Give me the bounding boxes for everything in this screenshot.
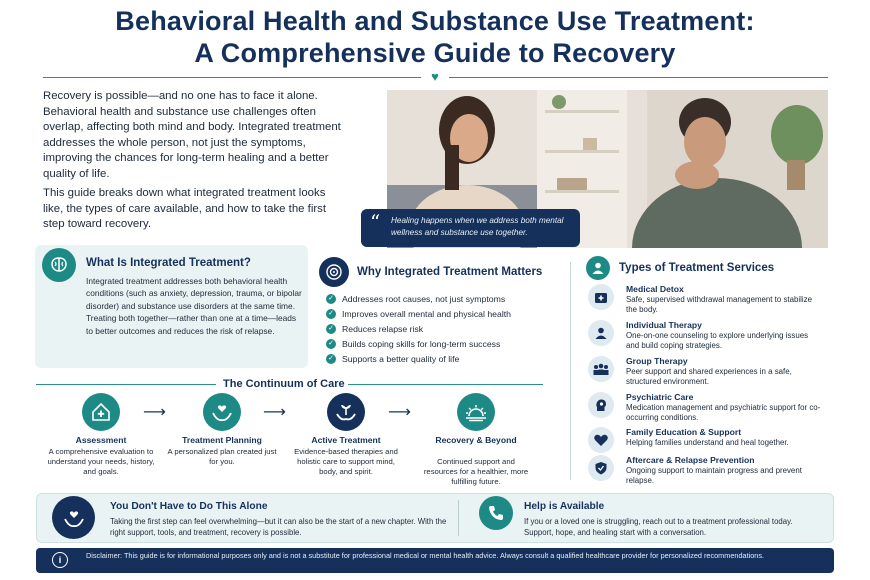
disclaimer-text: Disclaimer: This guide is for informational purposes only and is not a substitute for professional medical or mental health advice. Always consult a qualified healthcare provider for personalized recommendations. <box>86 551 765 560</box>
target-icon <box>319 257 349 287</box>
intro-paragraph-1: Recovery is possible—and no one has to face it alone. Behavioral health and substance use challenges often overlap, affecting both mind and body. Integrated treatment addresses the whole person, not just the symptoms, improving the chances for long-term healing and a better quality of life. <box>43 90 341 180</box>
service-name: Psychiatric Care <box>626 392 694 402</box>
continuum-divider-left <box>36 384 216 385</box>
check-icon: ✓ <box>326 324 336 334</box>
not-alone-title: You Don't Have to Do This Alone <box>110 501 268 512</box>
service-desc: Peer support and shared experiences in a safe, structured environment. <box>626 367 792 386</box>
head-icon <box>588 392 614 418</box>
service-desc: Medication management and psychiatric support for co-occurring conditions. <box>626 403 821 422</box>
person-icon <box>586 256 610 280</box>
shield-icon <box>588 455 614 481</box>
arrow-right-icon: ⟶ <box>263 404 286 421</box>
integrated-treatment-body: Integrated treatment addresses both behavioral health conditions (such as anxiety, depression, trauma, or bipolar disorder) and substance use disorders at the same time. Treating both together—rather than one at a time—leads to better outcomes and reduces the risk of relapse. <box>86 276 302 336</box>
service-name: Family Education & Support <box>626 427 742 437</box>
step-desc: Continued support and resources for a healthier, more fulfilling future. <box>423 457 529 487</box>
arrow-right-icon: ⟶ <box>143 404 166 421</box>
service-name: Aftercare & Relapse Prevention <box>626 455 755 465</box>
service-desc: Helping families understand and heal together. <box>626 438 789 447</box>
treatment-services-title: Types of Treatment Services <box>619 262 775 274</box>
photo-quote-text: Healing happens when we address both mental wellness and substance use together. <box>391 216 564 237</box>
support-divider <box>458 500 459 536</box>
step-name: Treatment Planning <box>182 435 262 445</box>
section-divider <box>570 262 571 480</box>
phone-icon <box>479 496 513 530</box>
title-divider-right <box>449 77 828 78</box>
hands-heart-icon <box>203 393 241 431</box>
help-available-title: Help is Available <box>524 501 605 512</box>
why-item: ✓ Supports a better quality of life <box>326 354 459 364</box>
check-icon: ✓ <box>326 354 336 364</box>
service-desc: Safe, supervised withdrawal management to stabilize the body. <box>626 295 812 314</box>
photo-quote-box <box>361 209 580 247</box>
step-desc: A comprehensive evaluation to understand your needs, history, and goals. <box>47 447 155 477</box>
step-name: Active Treatment <box>311 435 381 445</box>
intro-paragraph-2: This guide breaks down what integrated treatment looks like, the types of care available, and how to take the first step toward recovery. <box>43 187 327 231</box>
help-available-body: If you or a loved one is struggling, reach out to a treatment professional today. Support, hope, and healing start with a conversation. <box>524 517 793 537</box>
continuum-divider-right <box>340 384 543 385</box>
page-title-line2: A Comprehensive Guide to Recovery <box>194 38 676 68</box>
medical-kit-icon <box>588 284 614 310</box>
integrated-treatment-title: What Is Integrated Treatment? <box>86 257 251 269</box>
service-name: Group Therapy <box>626 356 688 366</box>
title-divider-left <box>43 77 421 78</box>
check-icon: ✓ <box>326 294 336 304</box>
continuum-title: The Continuum of Care <box>220 378 348 390</box>
service-name: Individual Therapy <box>626 320 702 330</box>
step-name: Recovery & Beyond <box>435 435 517 445</box>
heart-icon: ♥ <box>431 69 439 84</box>
why-matters-title: Why Integrated Treatment Matters <box>357 266 543 278</box>
why-item: ✓ Builds coping skills for long-term success <box>326 339 500 349</box>
group-icon <box>588 356 614 382</box>
quote-icon: “ <box>370 210 381 234</box>
sunrise-icon <box>457 393 495 431</box>
service-desc: One-on-one counseling to explore underlying issues and build coping strategies. <box>626 331 809 350</box>
service-desc: Ongoing support to maintain progress and prevent relapse. <box>626 466 802 485</box>
step-desc: A personalized plan created just for you. <box>167 447 277 467</box>
why-item: ✓ Improves overall mental and physical health <box>326 309 511 319</box>
check-icon: ✓ <box>326 309 336 319</box>
person-icon <box>588 320 614 346</box>
arrow-right-icon: ⟶ <box>388 404 411 421</box>
service-name: Medical Detox <box>626 284 684 294</box>
hands-plant-icon <box>327 393 365 431</box>
why-item: ✓ Reduces relapse risk <box>326 324 423 334</box>
not-alone-body: Taking the first step can feel overwhelming—but it can also be the start of a new chapter. With the right support, tools, and treatment, recovery is possible. <box>110 517 447 537</box>
step-name: Assessment <box>75 435 127 445</box>
hands-heart-icon <box>52 496 95 539</box>
info-icon: i <box>52 552 68 568</box>
check-icon: ✓ <box>326 339 336 349</box>
house-plus-icon <box>82 393 120 431</box>
brain-icon <box>42 248 76 282</box>
why-item: ✓ Addresses root causes, not just symptoms <box>326 294 505 304</box>
page-title-line1: Behavioral Health and Substance Use Treatment: <box>115 6 755 36</box>
family-heart-icon <box>588 427 614 453</box>
step-desc: Evidence-based therapies and holistic care to support mind, body, and spirit. <box>294 447 398 477</box>
